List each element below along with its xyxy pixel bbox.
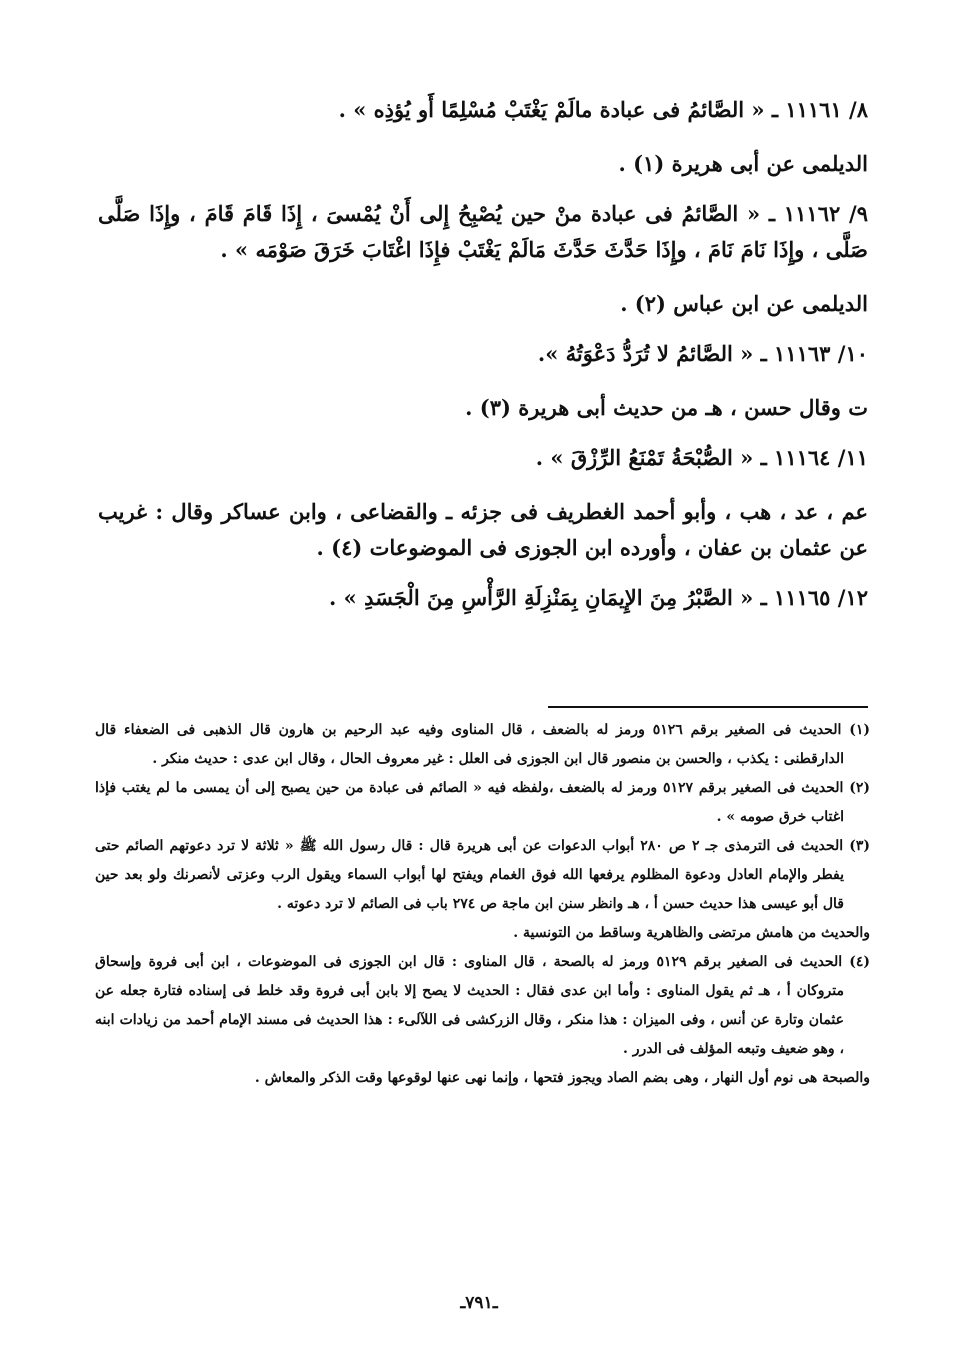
footnote-2: (٢) الحديث فى الصغير برقم ٥١٢٧ ورمز له بالضعف ،ولفظه فيه « الصائم فى عبادة من حين يصبح إلى أن يمسى ما لم يغتب فإذا اغتاب خرق صومه » .: [95, 780, 870, 825]
footnote-separator: [548, 706, 868, 708]
main-text: [98, 92, 868, 634]
footnote-3: (٣) الحديث فى الترمذى جـ ٢ ص ٢٨٠ أبواب الدعوات عن أبى هريرة قال : قال رسول الله ﷺ « ثلاثة لا ترد دعوتهم الصائم حتى يفطر والإمام العادل ودعوة المظلوم يرفعها الله فوق الغمام ويفتح لها أبواب السماء ويقول الرب وعزتى لأنصرنك ولو بعد حين قال أبو عيسى هذا حديث حسن أ ، هـ وانظر سنن ابن ماجة ص ٢٧٤ باب فى الصائم لا ترد دعوته .: [95, 838, 870, 912]
hadith-11162: ٩/ ١١١٦٢ ـ « الصَّائمُ فى عبادة منْ حين يُصْبِحُ إِلى أَنْ يُمْسىَ ، إِذَا قَامَ قَامَ ، وإِذَا صَلَّى صَلَّى ، وإِذَا نَامَ نَامَ ، وإِذَا حَدَّثَ حَدَّثَ مَالَمْ يَغْتَبْ فإِذَا اغْتَابَ خَرَقَ صَوْمَه » .: [98, 201, 869, 262]
footnote-4-continuation: والصبحة هى نوم أول النهار ، وهى بضم الصاد ويجوز فتحها ، وإنما نهى عنها لوقوعها وقت الذكر والمعاش .: [254, 1070, 870, 1086]
hadith-11163: ١٠/ ١١١٦٣ ـ « الصَّائمُ لا تُرَدُّ دَعْوَتُهُ ».: [537, 341, 868, 366]
source-note: الديلمى عن أبى هريرة (١) .: [618, 151, 868, 176]
hadith-11161: ٨/ ١١١٦١ ـ « الصَّائمُ فى عبادة مالَمْ يَغْتَبْ مُسْلِمًا أَو يُؤذِه » .: [338, 97, 868, 122]
hadith-11164: ١١/ ١١١٦٤ ـ « الصُّبْحَةُ تَمْنَعُ الرِّزْقَ » .: [535, 445, 868, 470]
footnotes: [95, 716, 870, 1093]
footnote-1: (١) الحديث فى الصغير برقم ٥١٢٦ ورمز له بالضعف ، قال المناوى وفيه عبد الرحيم بن هارون قال الذهبى فى الضعفاء قال الدارقطنى : يكذب ، والحسن بن منصور قال ابن الجوزى فى العلل : غير معروف الحال ، وقال ابن عدى : حديث منكر .: [95, 722, 870, 767]
source-note: عم ، عد ، هب ، وأبو أحمد الغطريف فى جزئه ـ والقضاعى ، وابن عساكر وقال : غريب عن عثمان بن عفان ، وأورده ابن الجوزى فى الموضوعات (٤) .: [98, 499, 868, 560]
footnote-3-continuation: والحديث من هامش مرتضى والظاهرية وساقط من التونسية .: [513, 925, 870, 941]
source-note: ت وقال حسن ، هـ من حديث أبى هريرة (٣) .: [465, 395, 868, 420]
hadith-11165: ١٢/ ١١١٦٥ ـ « الصَّبْرُ مِنَ الإِيمَانِ بِمَنْزِلَةِ الرَّأْسِ مِنَ الْجَسَدِ » .: [329, 585, 868, 610]
source-note: الديلمى عن ابن عباس (٢) .: [620, 291, 868, 316]
footnote-4: (٤) الحديث فى الصغير برقم ٥١٢٩ ورمز له بالصحة ، قال المناوى : قال ابن الجوزى فى الموضوعات ، ابن أبى فروة وإسحاق متروكان أ ، هـ ثم يقول المناوى : وأما ابن عدى فقال : الحديث لا يصح إلا بابن أبى فروة وقد خلط فى إسناده فتارة جعله عن عثمان وتارة عن أنس ، وفى الميزان : هذا منكر ، وقال الزركشى فى اللآلىء : هذا الحديث فى مسند الإمام أحمد من زيادات ابنه ، وهو ضعيف وتبعه المؤلف فى الدرر .: [95, 954, 870, 1057]
page-number: ـ٧٩١ـ: [460, 1293, 498, 1313]
